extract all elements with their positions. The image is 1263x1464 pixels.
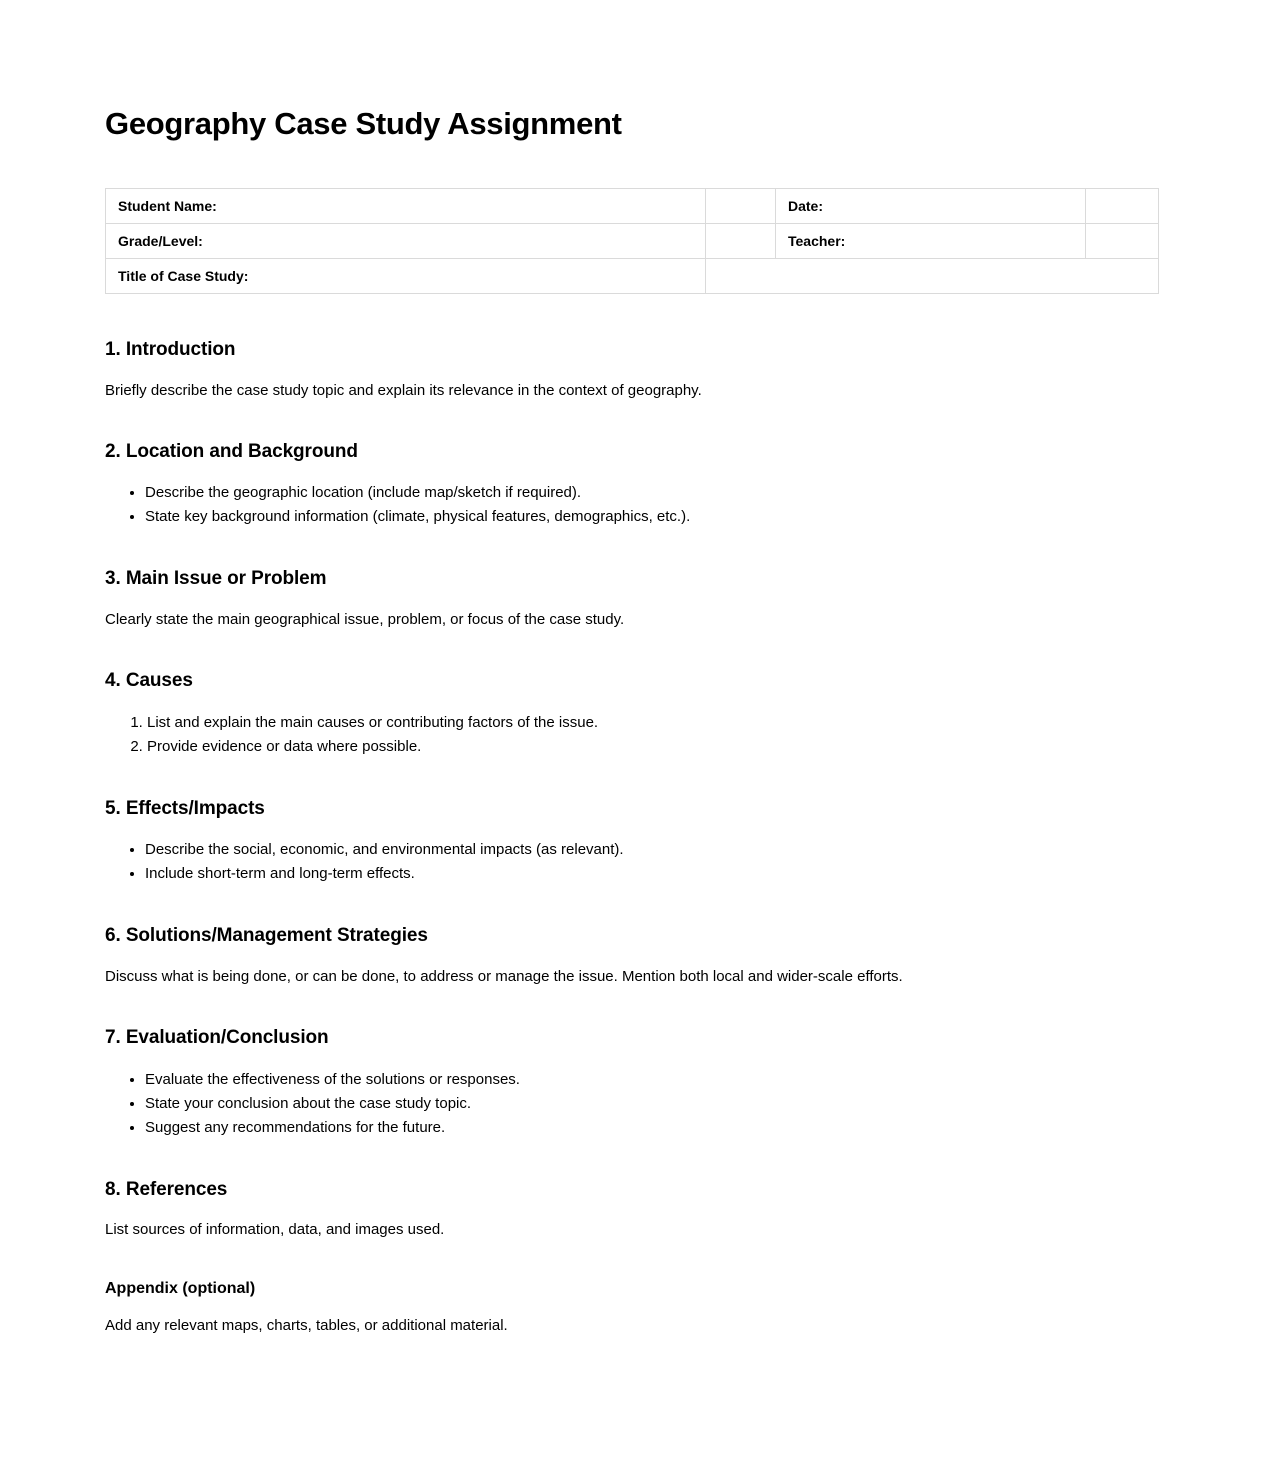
grade-level-label: Grade/Level: (106, 224, 706, 259)
section-heading: 8. References (105, 1178, 228, 1200)
section-paragraph: Clearly state the main geographical issue, problem, or focus of the case study. (105, 611, 625, 629)
student-info-table (105, 188, 1159, 294)
student-name-label: Student Name: (106, 189, 706, 224)
section-heading: 6. Solutions/Management Strategies (105, 925, 428, 947)
section-paragraph: Add any relevant maps, charts, tables, or additional material. (105, 1317, 508, 1335)
list-item: • Include short-term and long-term effects. (145, 862, 1158, 886)
section-paragraph: Briefly describe the case study topic and explain its relevance in the context of geography. (105, 381, 702, 399)
date-value[interactable] (1086, 189, 1159, 224)
table-row (106, 259, 1159, 294)
section-introduction (105, 338, 1158, 402)
section-paragraph: List sources of information, data, and images used. (105, 1221, 445, 1239)
section-causes (105, 669, 1158, 759)
section-effects-impacts (105, 797, 1158, 887)
list-item: • State key background information (climate, physical features, demographics, etc.). (145, 505, 1158, 529)
list-item: 1. List and explain the main causes or contributing factors of the issue. (147, 711, 1158, 735)
section-heading: 4. Causes (105, 669, 193, 691)
date-label: Date: (776, 189, 1086, 224)
section-bullet-list (105, 838, 1158, 886)
section-heading: 1. Introduction (105, 339, 236, 361)
section-solutions-management-strategies (105, 924, 1158, 988)
table-row (106, 189, 1159, 224)
section-heading: 3. Main Issue or Problem (105, 568, 327, 590)
case-study-title-value[interactable] (706, 259, 1159, 294)
section-paragraph: Discuss what is being done, or can be done, to address or manage the issue. Mention both local and wider-scale efforts. (105, 968, 903, 986)
section-numbered-list (105, 711, 1158, 759)
teacher-value[interactable] (1086, 224, 1159, 259)
list-item: • Describe the social, economic, and environmental impacts (as relevant). (145, 838, 1158, 862)
table-row (106, 224, 1159, 259)
section-evaluation-conclusion (105, 1026, 1158, 1140)
section-bullet-list (105, 481, 1158, 529)
student-info-table-body (106, 189, 1159, 294)
section-main-issue-or-problem (105, 567, 1158, 631)
grade-level-value[interactable] (706, 224, 776, 259)
case-study-title-label: Title of Case Study: (106, 259, 706, 294)
teacher-label: Teacher: (776, 224, 1086, 259)
section-references (105, 1178, 1158, 1242)
section-heading: 5. Effects/Impacts (105, 797, 265, 819)
section-appendix (105, 1279, 1158, 1337)
page-title: Geography Case Study Assignment (105, 106, 622, 141)
section-location-and-background (105, 440, 1158, 530)
list-item: • Evaluate the effectiveness of the solutions or responses. (145, 1068, 1158, 1092)
section-heading: 2. Location and Background (105, 440, 358, 462)
list-item: • Describe the geographic location (include map/sketch if required). (145, 481, 1158, 505)
list-item: • State your conclusion about the case study topic. (145, 1092, 1158, 1116)
section-bullet-list (105, 1068, 1158, 1140)
list-item: • Suggest any recommendations for the future. (145, 1116, 1158, 1140)
section-heading: Appendix (optional) (105, 1280, 256, 1298)
student-name-value[interactable] (706, 189, 776, 224)
section-heading: 7. Evaluation/Conclusion (105, 1026, 329, 1048)
list-item: 2. Provide evidence or data where possible. (147, 735, 1158, 759)
